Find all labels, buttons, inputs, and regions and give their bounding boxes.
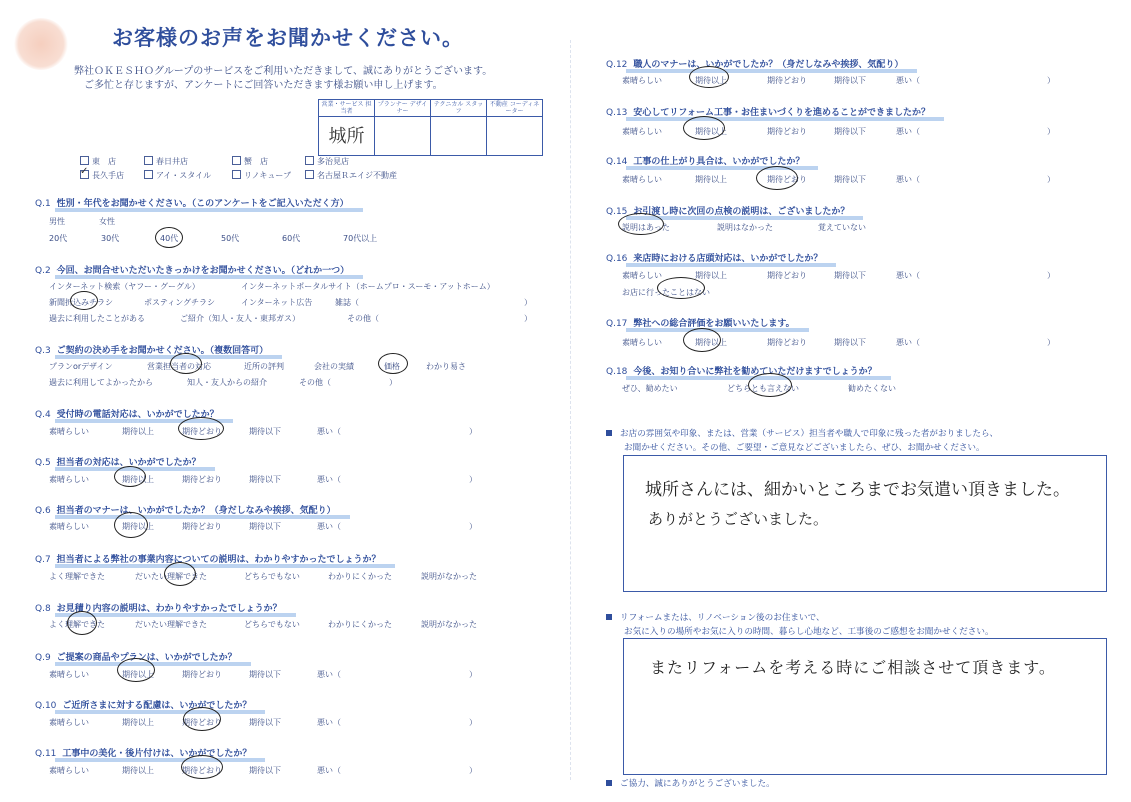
rating-option[interactable]: 悪い（	[896, 175, 920, 184]
section2-prompt: リフォームまたは、リノベーション後のお住まいで、	[606, 611, 825, 623]
rating-option[interactable]: 期待以上	[122, 475, 154, 484]
answer-circle-mark	[756, 166, 798, 190]
question-text: 受付時の電話対応は、いかがでしたか？	[56, 410, 219, 420]
question-number: Q.6	[35, 506, 51, 516]
checkbox-icon[interactable]	[232, 170, 241, 179]
rating-option[interactable]: 期待どおり	[767, 76, 807, 85]
question-13	[606, 105, 930, 118]
rating-option[interactable]: 期待以下	[249, 718, 281, 727]
staff-value-realestate[interactable]	[487, 117, 543, 156]
page-title: お客様のお声をお聞かせください。	[112, 26, 464, 50]
age-option[interactable]: 60代	[282, 234, 301, 243]
recommend-option[interactable]: 勧めたくない	[848, 384, 896, 393]
rating-option[interactable]: ）	[1047, 175, 1055, 184]
checkbox-icon[interactable]	[232, 156, 241, 165]
red-seal-stamp	[14, 18, 68, 70]
rating-option[interactable]: ）	[469, 670, 477, 679]
reason-option[interactable]: 知人・友人からの紹介	[187, 378, 267, 387]
question-text: 担当者のマナーは、いかがでしたか？（身だしなみや挨拶、気配り）	[56, 506, 336, 516]
rating-option[interactable]: 悪い（	[896, 76, 920, 85]
store-option[interactable]	[305, 156, 349, 167]
age-option[interactable]: 40代	[160, 234, 179, 243]
rating-option[interactable]: 素晴らしい	[622, 76, 662, 85]
reason-option[interactable]: プランorデザイン	[49, 362, 113, 371]
question-text: 弊社への総合評価をお願いいたします。	[633, 319, 795, 329]
intro-line-2: ご多忙と存じますが、アンケートにご回答いただきます様お願い申し上げます。	[84, 80, 443, 91]
recommend-option[interactable]: どちらとも言えない	[727, 384, 799, 393]
footer-thanks: ご協力、誠にありがとうございました。	[606, 777, 775, 789]
rating-option[interactable]: 期待どおり	[182, 718, 222, 727]
understand-option[interactable]: だいたい理解できた	[135, 572, 207, 581]
square-bullet-icon	[606, 430, 612, 436]
rating-option[interactable]: 期待以上	[122, 718, 154, 727]
store-option[interactable]	[80, 170, 124, 181]
understand-option[interactable]: よく理解できた	[49, 620, 105, 629]
question-text: ご契約の決め手をお聞かせください。（複数回答可）	[56, 346, 269, 356]
answer-circle-mark	[114, 466, 146, 487]
rating-option[interactable]: 悪い（	[317, 427, 341, 436]
age-option[interactable]: 70代以上	[343, 234, 378, 243]
question-text: 性別・年代をお聞かせください。（このアンケートをご記入いただく方）	[56, 199, 349, 209]
rating-option[interactable]: 期待以下	[249, 766, 281, 775]
answer-circle-mark	[683, 328, 721, 352]
store-label: 多治見店	[317, 157, 349, 166]
understand-option[interactable]: わかりにくかった	[328, 572, 392, 581]
question-text: 今回、お問合せいただいたきっかけをお聞かせください。（どれか一つ）	[56, 266, 350, 276]
rating-option[interactable]: 素晴らしい	[49, 670, 89, 679]
checkbox-icon[interactable]	[80, 156, 89, 165]
trigger-option[interactable]: ご紹介（知人・友人・東邦ガス）	[180, 314, 300, 323]
question-1	[35, 196, 349, 209]
age-option[interactable]: 20代	[49, 234, 68, 243]
answer-circle-mark	[689, 66, 729, 88]
rating-option[interactable]: 素晴らしい	[49, 718, 89, 727]
reason-option[interactable]: その他（	[299, 378, 331, 387]
rating-option[interactable]: ）	[1047, 338, 1055, 347]
question-number: Q.18	[606, 367, 628, 377]
age-option[interactable]: 30代	[101, 234, 120, 243]
rating-option[interactable]: 期待以上	[695, 271, 727, 280]
trigger-option[interactable]: 過去に利用したことがある	[49, 314, 145, 323]
staff-value-sales[interactable]: 城所	[319, 117, 375, 156]
checkbox-icon[interactable]	[80, 170, 89, 179]
store-visit-option[interactable]: お店に行ったことはない	[622, 288, 710, 297]
rating-option[interactable]: 素晴らしい	[49, 522, 89, 531]
question-number: Q.14	[606, 157, 628, 167]
staff-header-technical: テクニカル スタッフ	[431, 100, 487, 117]
reason-option[interactable]: 近所の評判	[244, 362, 284, 371]
section1-prompt: お店の雰囲気や印象、または、営業（サービス）担当者や職人で印象に残った者がおりましたら、	[606, 427, 998, 439]
store-label: 長久手店	[92, 171, 124, 180]
question-text: 担当者の対応は、いかがでしたか？	[56, 458, 201, 468]
rating-option[interactable]: ）	[469, 766, 477, 775]
understand-option[interactable]: どちらでもない	[244, 620, 300, 629]
gender-option[interactable]: 男性	[49, 217, 65, 226]
store-label: アイ・スタイル	[156, 171, 212, 180]
section1-answer-1: 城所さんには、細かいところまでお気遣い頂きました。	[645, 480, 1070, 500]
store-option[interactable]	[305, 170, 397, 181]
rating-option[interactable]: 素晴らしい	[49, 766, 89, 775]
question-number: Q.7	[35, 555, 51, 565]
reason-option[interactable]: わかり易さ	[426, 362, 466, 371]
staff-value-planner[interactable]	[375, 117, 431, 156]
rating-option[interactable]: 期待以上	[695, 175, 727, 184]
staff-value-technical[interactable]	[431, 117, 487, 156]
checkbox-icon[interactable]	[144, 156, 153, 165]
question-number: Q.2	[35, 266, 51, 276]
question-text: 今後、お知り合いに弊社を勧めていただけますでしょうか？	[633, 367, 877, 377]
answer-circle-mark	[155, 227, 183, 248]
question-8	[35, 601, 282, 614]
rating-option[interactable]: 期待どおり	[182, 427, 222, 436]
understand-option[interactable]: よく理解できた	[49, 572, 105, 581]
answer-circle-mark	[618, 213, 664, 235]
section2-prompt-2: お気に入りの場所やお気に入りの時間、暮らし心地など、工事後のご感想をお聞かせください。	[624, 627, 994, 637]
rating-option[interactable]: 悪い（	[317, 766, 341, 775]
answer-circle-mark	[748, 373, 792, 397]
checkbox-icon[interactable]	[144, 170, 153, 179]
question-2	[35, 263, 349, 276]
question-number: Q.13	[606, 108, 628, 118]
trigger-option[interactable]: インターネット検索（ヤフー・グーグル）	[49, 282, 200, 291]
question-number: Q.5	[35, 458, 51, 468]
column-divider	[570, 40, 571, 780]
answer-circle-mark	[183, 707, 221, 731]
question-number: Q.11	[35, 749, 57, 759]
rating-option[interactable]: ）	[469, 718, 477, 727]
rating-option[interactable]: 期待以下	[249, 427, 281, 436]
question-12	[606, 57, 903, 70]
understand-option[interactable]: だいたい理解できた	[135, 620, 207, 629]
question-number: Q.9	[35, 653, 51, 663]
question-number: Q.17	[606, 319, 628, 329]
rating-option[interactable]: 期待以上	[122, 670, 154, 679]
rating-option[interactable]: 素晴らしい	[622, 338, 662, 347]
question-number: Q.10	[35, 701, 57, 711]
rating-option[interactable]: 期待以上	[695, 338, 727, 347]
rating-option[interactable]: 期待どおり	[182, 522, 222, 531]
inspection-option[interactable]: 覚えていない	[818, 223, 866, 232]
section2-answer: またリフォームを考える時にご相談させて頂きます。	[650, 658, 1056, 677]
question-11	[35, 746, 251, 759]
rating-option[interactable]: 期待以下	[249, 670, 281, 679]
question-number: Q.4	[35, 410, 51, 420]
answer-circle-mark	[164, 562, 196, 586]
rating-option[interactable]: 期待以下	[834, 175, 866, 184]
rating-option[interactable]: ）	[1047, 76, 1055, 85]
rating-option[interactable]: 期待以下	[834, 338, 866, 347]
question-text: お見積り内容の説明は、わかりやすかったでしょうか？	[56, 604, 282, 614]
rating-option[interactable]: 期待以下	[834, 76, 866, 85]
store-option[interactable]	[144, 170, 211, 181]
store-label: 蟹 店	[244, 157, 268, 166]
section1-answer-2: ありがとうございました。	[648, 510, 829, 528]
square-bullet-icon	[606, 780, 612, 786]
understand-option[interactable]: わかりにくかった	[328, 620, 392, 629]
staff-table	[318, 99, 543, 156]
answer-circle-mark	[67, 611, 97, 635]
rating-option[interactable]: 期待以上	[122, 766, 154, 775]
question-6	[35, 503, 336, 516]
rating-option[interactable]: ）	[1047, 127, 1055, 136]
rating-option[interactable]: 素晴らしい	[49, 475, 89, 484]
question-5	[35, 455, 201, 468]
trigger-option[interactable]: インターネットポータルサイト（ホームプロ・スーモ・アットホーム）	[241, 282, 495, 291]
reason-option[interactable]: 過去に利用してよかったから	[49, 378, 153, 387]
answer-circle-mark	[117, 658, 155, 682]
staff-header-sales: 営業・サービス 担当者	[319, 100, 375, 117]
square-bullet-icon	[606, 614, 612, 620]
answer-circle-mark	[70, 291, 98, 310]
gender-option[interactable]: 女性	[99, 217, 115, 226]
question-text: 担当者による弊社の事業内容についての説明は、わかりやすかったでしょうか？	[56, 555, 381, 565]
trigger-option[interactable]: その他（	[347, 314, 379, 323]
question-text: お引渡し時に次回の点検の説明は、ございましたか？	[633, 207, 850, 217]
rating-option[interactable]: 期待どおり	[182, 766, 222, 775]
rating-option[interactable]: ）	[1047, 271, 1055, 280]
rating-option[interactable]: 期待以下	[834, 271, 866, 280]
inspection-option[interactable]: 説明はあった	[622, 223, 670, 232]
rating-option[interactable]: 悪い（	[896, 271, 920, 280]
question-number: Q.8	[35, 604, 51, 614]
reason-option[interactable]: ）	[389, 378, 397, 387]
question-text: 職人のマナーは、いかがでしたか？（身だしなみや挨拶、気配り）	[633, 60, 904, 70]
rating-option[interactable]: 期待以下	[249, 522, 281, 531]
question-text: ご提案の商品やプランは、いかがでしたか？	[56, 653, 237, 663]
rating-option[interactable]: 期待以上	[122, 427, 154, 436]
rating-option[interactable]: 期待以上	[695, 76, 727, 85]
rating-option[interactable]: 素晴らしい	[49, 427, 89, 436]
answer-circle-mark	[178, 417, 224, 440]
question-16	[606, 251, 822, 264]
question-text: 来店時における店頭対応は、いかがでしたか？	[633, 254, 823, 264]
answer-circle-mark	[170, 353, 202, 374]
question-number: Q.16	[606, 254, 628, 264]
understand-option[interactable]: 説明がなかった	[421, 620, 477, 629]
reason-option[interactable]: 会社の実績	[314, 362, 354, 371]
rating-option[interactable]: 素晴らしい	[622, 127, 662, 136]
store-option[interactable]	[232, 156, 268, 167]
staff-header-planner: プランナー デザイナー	[375, 100, 431, 117]
rating-option[interactable]: 期待以上	[122, 522, 154, 531]
inspection-option[interactable]: 説明はなかった	[717, 223, 773, 232]
recommend-option[interactable]: ぜひ、勧めたい	[622, 384, 678, 393]
trigger-option[interactable]: ）	[524, 298, 532, 307]
rating-option[interactable]: ）	[469, 522, 477, 531]
trigger-option[interactable]: ）	[524, 314, 532, 323]
rating-option[interactable]: 悪い（	[896, 338, 920, 347]
rating-option[interactable]: 素晴らしい	[622, 271, 662, 280]
question-text: 工事中の美化・後片付けは、いかがでしたか？	[62, 749, 252, 759]
rating-option[interactable]: 悪い（	[317, 475, 341, 484]
store-label: リノキューブ	[244, 171, 291, 180]
staff-header-realestate: 不動産 コーディネーター	[487, 100, 543, 117]
store-label: 東 店	[92, 157, 116, 166]
answer-circle-mark	[683, 116, 725, 140]
trigger-option[interactable]: 新聞折込みチラシ	[49, 298, 113, 307]
store-option[interactable]	[232, 170, 291, 181]
question-18	[606, 364, 877, 377]
question-number: Q.15	[606, 207, 628, 217]
rating-option[interactable]: 期待どおり	[767, 175, 807, 184]
rating-option[interactable]: 期待以上	[695, 127, 727, 136]
rating-option[interactable]: 期待以下	[249, 475, 281, 484]
question-10	[35, 698, 251, 711]
question-number: Q.1	[35, 199, 51, 209]
checkbox-icon[interactable]	[305, 156, 314, 165]
rating-option[interactable]: 悪い（	[317, 670, 341, 679]
section1-prompt-2: お聞かせください。その他、ご要望・ご意見などございましたら、ぜひ、お聞かせください。	[624, 443, 985, 453]
store-option[interactable]	[144, 156, 188, 167]
question-number: Q.3	[35, 346, 51, 356]
trigger-option[interactable]: インターネット広告	[241, 298, 313, 307]
store-label: 春日井店	[156, 157, 188, 166]
trigger-option[interactable]: ポスティングチラシ	[144, 298, 216, 307]
rating-option[interactable]: 期待どおり	[767, 338, 807, 347]
question-text: 工事の仕上がり具合は、いかがでしたか？	[633, 157, 805, 167]
rating-option[interactable]: 悪い（	[896, 127, 920, 136]
answer-circle-mark	[114, 512, 148, 538]
rating-option[interactable]: 期待以下	[834, 127, 866, 136]
rating-option[interactable]: ）	[469, 475, 477, 484]
question-7	[35, 552, 381, 565]
question-number: Q.12	[606, 60, 628, 70]
age-option[interactable]: 50代	[221, 234, 240, 243]
reason-option[interactable]: 営業担当者の対応	[147, 362, 211, 371]
rating-option[interactable]: 悪い（	[317, 522, 341, 531]
understand-option[interactable]: どちらでもない	[244, 572, 300, 581]
rating-option[interactable]: ）	[469, 427, 477, 436]
understand-option[interactable]: 説明がなかった	[421, 572, 477, 581]
question-text: ご近所さまに対する配慮は、いかがでしたか？	[62, 701, 252, 711]
answer-circle-mark	[181, 755, 223, 779]
question-text: 安心してリフォーム工事・お住まいづくりを進めることができましたか？	[633, 108, 930, 118]
rating-option[interactable]: 期待どおり	[182, 670, 222, 679]
checkbox-icon[interactable]	[305, 170, 314, 179]
trigger-option[interactable]: 雑誌（	[335, 298, 359, 307]
answer-circle-mark	[657, 277, 705, 299]
rating-option[interactable]: 期待どおり	[767, 271, 807, 280]
store-label: 名古屋Ｒエイジ不動産	[317, 171, 397, 180]
intro-line-1: 弊社ＯＫＥＳＨＯグループのサービスをご利用いただきまして、誠にありがとうございます。	[74, 66, 493, 77]
answer-circle-mark	[378, 353, 408, 374]
reason-option[interactable]: 価格	[384, 362, 400, 371]
rating-option[interactable]: 悪い（	[317, 718, 341, 727]
rating-option[interactable]: 素晴らしい	[622, 175, 662, 184]
rating-option[interactable]: 期待どおり	[182, 475, 222, 484]
question-3	[35, 343, 268, 356]
rating-option[interactable]: 期待どおり	[767, 127, 807, 136]
